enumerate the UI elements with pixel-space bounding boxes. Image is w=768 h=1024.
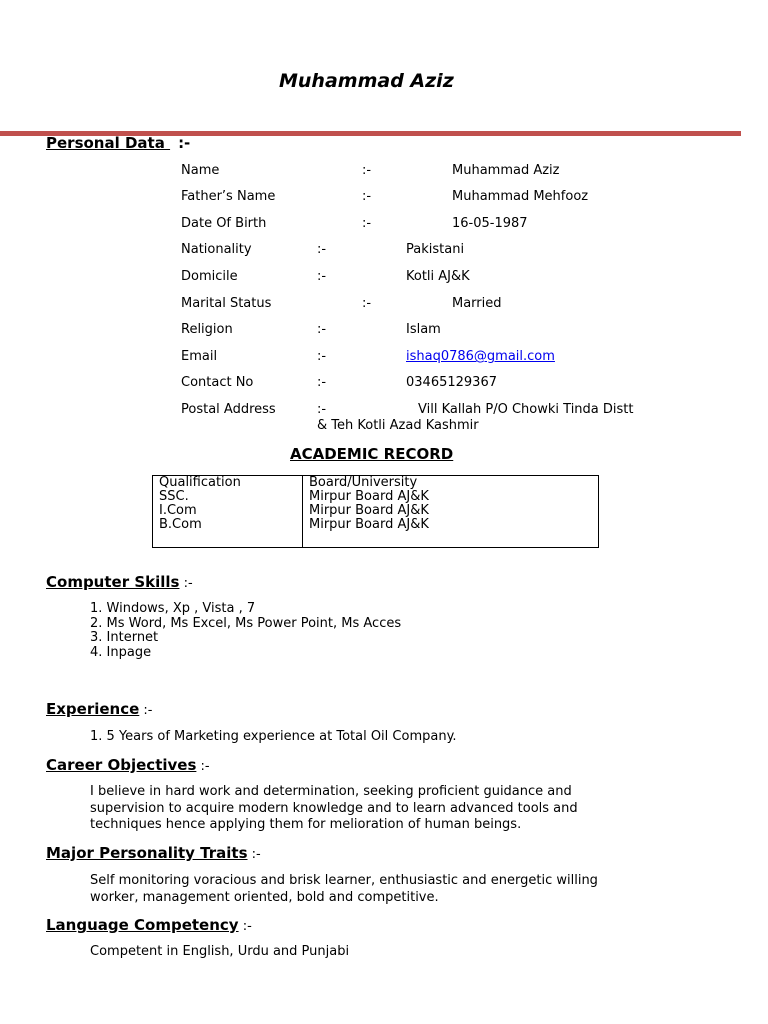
personal-sep: :-	[317, 242, 327, 257]
personal-sep: :-	[362, 189, 372, 204]
personal-label-domicile: Domicile	[181, 269, 238, 284]
personal-label-address: Postal Address	[181, 402, 276, 417]
personal-value-dob: 16-05-1987	[452, 216, 528, 231]
paragraph-line: worker, management oriented, bold and competitive.	[90, 889, 439, 905]
personal-sep: :-	[362, 216, 372, 231]
computer-skills-heading	[46, 573, 193, 591]
personal-label-contact: Contact No	[181, 375, 254, 390]
personal-label-father: Father’s Name	[181, 189, 276, 204]
list-item: 1. 5 Years of Marketing experience at Total Oil Company.	[90, 729, 457, 744]
personal-value-address-line1: Vill Kallah P/O Chowki Tinda Distt	[418, 402, 634, 417]
personality-traits-heading-text: Major Personality Traits	[46, 844, 248, 862]
personal-data-heading-suffix: :-	[178, 134, 191, 152]
language-competency-heading-text: Language Competency	[46, 916, 239, 934]
list-item: 2. Ms Word, Ms Excel, Ms Power Point, Ms Acces	[90, 615, 402, 631]
experience-heading-text: Experience	[46, 700, 140, 718]
table-cell-board: Mirpur Board AJ&K	[309, 489, 429, 504]
paragraph-line: techniques hence applying them for melioration of human beings.	[90, 817, 522, 832]
personality-traits-paragraph	[90, 873, 598, 906]
computer-skills-heading-text: Computer Skills	[46, 573, 180, 591]
resume-name-title: Muhammad Aziz	[279, 70, 454, 92]
table-row	[153, 476, 599, 548]
personal-value-contact: 03465129367	[406, 375, 497, 390]
career-objectives-heading	[46, 756, 210, 774]
column-header-qualification: Qualification	[159, 475, 241, 490]
personal-data-heading-text: Personal Data	[46, 134, 171, 152]
personal-value-address-line2: & Teh Kotli Azad Kashmir	[317, 418, 479, 433]
table-cell-qualification: SSC.	[159, 489, 189, 504]
personal-data-heading	[46, 134, 190, 152]
table-cell	[153, 476, 303, 548]
career-objectives-heading-text: Career Objectives	[46, 756, 197, 774]
personality-traits-heading	[46, 844, 261, 862]
computer-skills-list	[90, 602, 401, 660]
heading-suffix: :-	[196, 759, 210, 774]
heading-suffix: :-	[139, 703, 153, 718]
language-competency-heading	[46, 916, 252, 934]
paragraph-line: Competent in English, Urdu and Punjabi	[90, 944, 350, 959]
table-cell-board: Mirpur Board AJ&K	[309, 517, 429, 532]
personal-label-dob: Date Of Birth	[181, 216, 267, 231]
email-link[interactable]: ishaq0786@gmail.com	[406, 349, 555, 364]
paragraph-line: Self monitoring voracious and brisk learner, enthusiastic and energetic willing	[90, 873, 598, 888]
personal-value-marital: Married	[452, 296, 502, 311]
personal-sep: :-	[317, 322, 327, 337]
list-item: 3. Internet	[90, 630, 159, 645]
personal-sep: :-	[317, 375, 327, 390]
personal-value-domicile: Kotli AJ&K	[406, 269, 470, 284]
personal-label-nationality: Nationality	[181, 242, 252, 257]
personal-sep: :-	[317, 402, 327, 417]
paragraph-line: supervision to acquire modern knowledge and to learn advanced tools and	[90, 800, 578, 816]
experience-list	[90, 730, 457, 745]
column-header-board: Board/University	[309, 475, 418, 490]
table-cell-board: Mirpur Board AJ&K	[309, 503, 429, 518]
heading-suffix: :-	[247, 847, 261, 862]
personal-label-religion: Religion	[181, 322, 233, 337]
language-competency-paragraph	[90, 944, 349, 961]
personal-value-father: Muhammad Mehfooz	[452, 189, 589, 204]
personal-sep: :-	[317, 269, 327, 284]
personal-value-name: Muhammad Aziz	[452, 163, 560, 178]
academic-table	[152, 475, 599, 548]
list-item: 4. Inpage	[90, 644, 152, 660]
table-cell	[303, 476, 599, 548]
personal-label-marital: Marital Status	[181, 296, 272, 311]
paragraph-line: I believe in hard work and determination, seeking proficient guidance and	[90, 784, 572, 799]
personal-sep: :-	[362, 296, 372, 311]
personal-label-name: Name	[181, 163, 220, 178]
list-item: 1. Windows, Xp , Vista , 7	[90, 601, 256, 616]
heading-suffix: :-	[179, 576, 193, 591]
heading-suffix: :-	[238, 919, 252, 934]
personal-sep: :-	[362, 163, 372, 178]
personal-sep: :-	[317, 349, 327, 364]
personal-value-religion: Islam	[406, 322, 441, 337]
personal-value-nationality: Pakistani	[406, 242, 465, 257]
career-objectives-paragraph	[90, 784, 578, 834]
experience-heading	[46, 700, 153, 718]
academic-record-heading: ACADEMIC RECORD	[290, 445, 454, 463]
table-cell-qualification: B.Com	[159, 517, 202, 532]
table-cell-qualification: I.Com	[159, 503, 197, 518]
personal-label-email: Email	[181, 349, 218, 364]
